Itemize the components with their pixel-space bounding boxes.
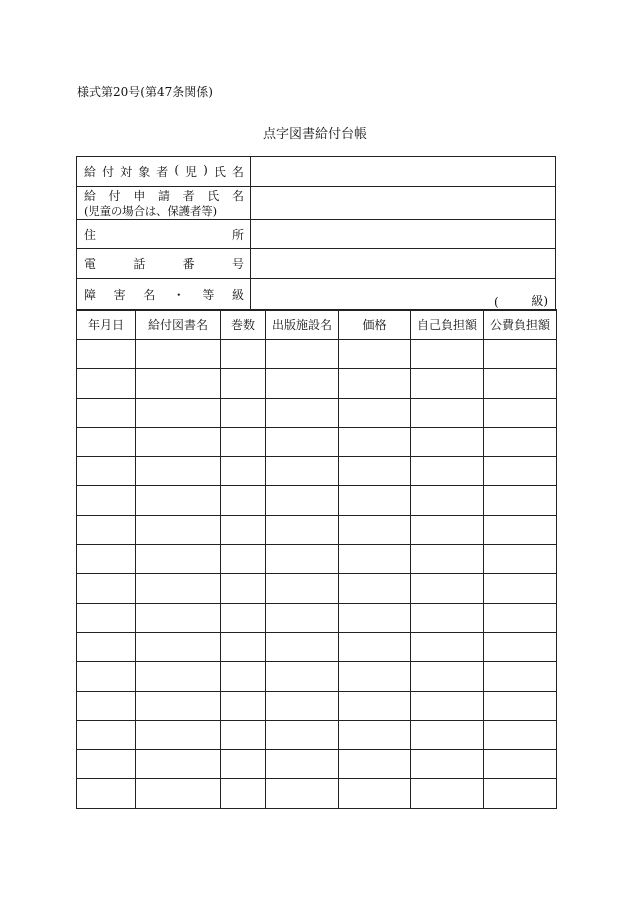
publisher-cell[interactable] (266, 369, 339, 398)
price-cell[interactable] (339, 779, 411, 808)
public-pay-cell[interactable] (484, 779, 557, 808)
self-pay-cell[interactable] (411, 340, 484, 369)
table-row (77, 340, 557, 369)
volumes-cell[interactable] (221, 662, 266, 691)
table-row (77, 779, 557, 808)
book-title-cell[interactable] (136, 603, 221, 632)
table-row (77, 486, 557, 515)
publisher-cell[interactable] (266, 691, 339, 720)
book-title-cell[interactable] (136, 691, 221, 720)
price-cell[interactable] (339, 398, 411, 427)
publisher-cell[interactable] (266, 603, 339, 632)
book-title-cell[interactable] (136, 457, 221, 486)
self-pay-cell[interactable] (411, 632, 484, 661)
date-cell[interactable] (77, 427, 136, 456)
column-header-self-pay: 自己負担額 (411, 310, 484, 340)
address-label (77, 220, 251, 249)
self-pay-cell[interactable] (411, 457, 484, 486)
price-cell[interactable] (339, 427, 411, 456)
date-cell[interactable] (77, 545, 136, 574)
publisher-cell[interactable] (266, 457, 339, 486)
self-pay-cell[interactable] (411, 427, 484, 456)
volumes-cell[interactable] (221, 486, 266, 515)
publisher-cell[interactable] (266, 515, 339, 544)
self-pay-cell[interactable] (411, 574, 484, 603)
price-cell[interactable] (339, 603, 411, 632)
book-title-cell[interactable] (136, 398, 221, 427)
date-cell[interactable] (77, 515, 136, 544)
volumes-cell[interactable] (221, 427, 266, 456)
volumes-cell[interactable] (221, 340, 266, 369)
self-pay-cell[interactable] (411, 545, 484, 574)
volumes-cell[interactable] (221, 691, 266, 720)
address-field[interactable] (251, 220, 556, 249)
public-pay-cell[interactable] (484, 691, 557, 720)
applicant-name-label (77, 187, 251, 220)
publisher-cell[interactable] (266, 574, 339, 603)
table-row (77, 369, 557, 398)
ledger-body (77, 340, 557, 809)
publisher-cell[interactable] (266, 632, 339, 661)
book-title-cell[interactable] (136, 574, 221, 603)
disability-field[interactable] (251, 279, 556, 311)
book-title-cell[interactable] (136, 340, 221, 369)
applicant-name-label-chars: 給 付 申 請 者 氏 名 (84, 189, 244, 203)
phone-label-chars: 電 話 番 号 (84, 257, 244, 271)
date-cell[interactable] (77, 369, 136, 398)
book-title-cell[interactable] (136, 369, 221, 398)
date-cell[interactable] (77, 691, 136, 720)
column-header-price: 価格 (339, 310, 411, 340)
recipient-name-label-chars: 給 付 対 象 者 ( 児 ) 氏 名 (84, 163, 244, 179)
volumes-cell[interactable] (221, 574, 266, 603)
table-row (77, 662, 557, 691)
public-pay-cell[interactable] (484, 427, 557, 456)
price-cell[interactable] (339, 662, 411, 691)
table-row (77, 457, 557, 486)
table-row (77, 720, 557, 749)
disability-label (77, 279, 251, 311)
self-pay-cell[interactable] (411, 691, 484, 720)
date-cell[interactable] (77, 340, 136, 369)
volumes-cell[interactable] (221, 369, 266, 398)
price-cell[interactable] (339, 750, 411, 779)
volumes-cell[interactable] (221, 545, 266, 574)
date-cell[interactable] (77, 750, 136, 779)
publisher-cell[interactable] (266, 486, 339, 515)
volumes-cell[interactable] (221, 720, 266, 749)
date-cell[interactable] (77, 720, 136, 749)
publisher-cell[interactable] (266, 545, 339, 574)
self-pay-cell[interactable] (411, 779, 484, 808)
publisher-cell[interactable] (266, 750, 339, 779)
public-pay-cell[interactable] (484, 603, 557, 632)
table-row (77, 603, 557, 632)
book-title-cell[interactable] (136, 545, 221, 574)
date-cell[interactable] (77, 603, 136, 632)
public-pay-cell[interactable] (484, 457, 557, 486)
price-cell[interactable] (339, 632, 411, 661)
date-cell[interactable] (77, 486, 136, 515)
recipient-name-label (77, 157, 251, 187)
applicant-name-field[interactable] (251, 187, 556, 220)
date-cell[interactable] (77, 574, 136, 603)
price-cell[interactable] (339, 486, 411, 515)
public-pay-cell[interactable] (484, 398, 557, 427)
public-pay-cell[interactable] (484, 369, 557, 398)
self-pay-cell[interactable] (411, 369, 484, 398)
publisher-cell[interactable] (266, 662, 339, 691)
public-pay-cell[interactable] (484, 340, 557, 369)
publisher-cell[interactable] (266, 398, 339, 427)
self-pay-cell[interactable] (411, 720, 484, 749)
disability-label-chars: 障 害 名 ・ 等 級 (84, 288, 244, 302)
column-header-volumes: 巻数 (221, 310, 266, 340)
form-number: 様式第20号(第47条関係) (77, 85, 213, 99)
self-pay-cell[interactable] (411, 750, 484, 779)
price-cell[interactable] (339, 720, 411, 749)
price-cell[interactable] (339, 457, 411, 486)
book-title-cell[interactable] (136, 750, 221, 779)
book-title-cell[interactable] (136, 632, 221, 661)
price-cell[interactable] (339, 545, 411, 574)
publisher-cell[interactable] (266, 427, 339, 456)
volumes-cell[interactable] (221, 779, 266, 808)
self-pay-cell[interactable] (411, 515, 484, 544)
table-row (77, 691, 557, 720)
applicant-name-note: (児童の場合は、保護者等) (84, 204, 217, 218)
volumes-cell[interactable] (221, 632, 266, 661)
self-pay-cell[interactable] (411, 398, 484, 427)
applicant-info-table (76, 156, 556, 311)
table-row (77, 750, 557, 779)
self-pay-cell[interactable] (411, 486, 484, 515)
table-row (77, 632, 557, 661)
volumes-cell[interactable] (221, 750, 266, 779)
public-pay-cell[interactable] (484, 720, 557, 749)
publisher-cell[interactable] (266, 340, 339, 369)
table-row (77, 515, 557, 544)
document-title: 点字図書給付台帳 (262, 127, 367, 142)
recipient-name-field[interactable] (251, 157, 556, 187)
public-pay-cell[interactable] (484, 486, 557, 515)
volumes-cell[interactable] (221, 515, 266, 544)
price-cell[interactable] (339, 691, 411, 720)
table-row (77, 574, 557, 603)
date-cell[interactable] (77, 632, 136, 661)
public-pay-cell[interactable] (484, 515, 557, 544)
column-header-book-title: 給付図書名 (136, 310, 221, 340)
public-pay-cell[interactable] (484, 632, 557, 661)
price-cell[interactable] (339, 369, 411, 398)
public-pay-cell[interactable] (484, 750, 557, 779)
book-title-cell[interactable] (136, 779, 221, 808)
table-row (77, 398, 557, 427)
price-cell[interactable] (339, 515, 411, 544)
price-cell[interactable] (339, 340, 411, 369)
column-header-date: 年月日 (77, 310, 136, 340)
volumes-cell[interactable] (221, 603, 266, 632)
book-title-cell[interactable] (136, 720, 221, 749)
public-pay-cell[interactable] (484, 545, 557, 574)
date-cell[interactable] (77, 779, 136, 808)
public-pay-cell[interactable] (484, 574, 557, 603)
date-cell[interactable] (77, 398, 136, 427)
volumes-cell[interactable] (221, 398, 266, 427)
book-title-cell[interactable] (136, 662, 221, 691)
column-header-public-pay: 公費負担額 (484, 310, 557, 340)
date-cell[interactable] (77, 457, 136, 486)
price-cell[interactable] (339, 574, 411, 603)
grade-unit: 級) (531, 294, 548, 308)
book-title-cell[interactable] (136, 515, 221, 544)
volumes-cell[interactable] (221, 457, 266, 486)
book-title-cell[interactable] (136, 486, 221, 515)
date-cell[interactable] (77, 662, 136, 691)
publisher-cell[interactable] (266, 720, 339, 749)
self-pay-cell[interactable] (411, 603, 484, 632)
table-row (77, 545, 557, 574)
phone-label (77, 249, 251, 279)
grade-open-paren: ( (494, 295, 499, 309)
phone-field[interactable] (251, 249, 556, 279)
address-label-chars: 住 所 (84, 227, 244, 242)
column-header-publisher: 出版施設名 (266, 310, 339, 340)
public-pay-cell[interactable] (484, 662, 557, 691)
publisher-cell[interactable] (266, 779, 339, 808)
self-pay-cell[interactable] (411, 662, 484, 691)
table-row (77, 427, 557, 456)
ledger-table (76, 309, 557, 809)
book-title-cell[interactable] (136, 427, 221, 456)
ledger-header-row (77, 310, 557, 340)
